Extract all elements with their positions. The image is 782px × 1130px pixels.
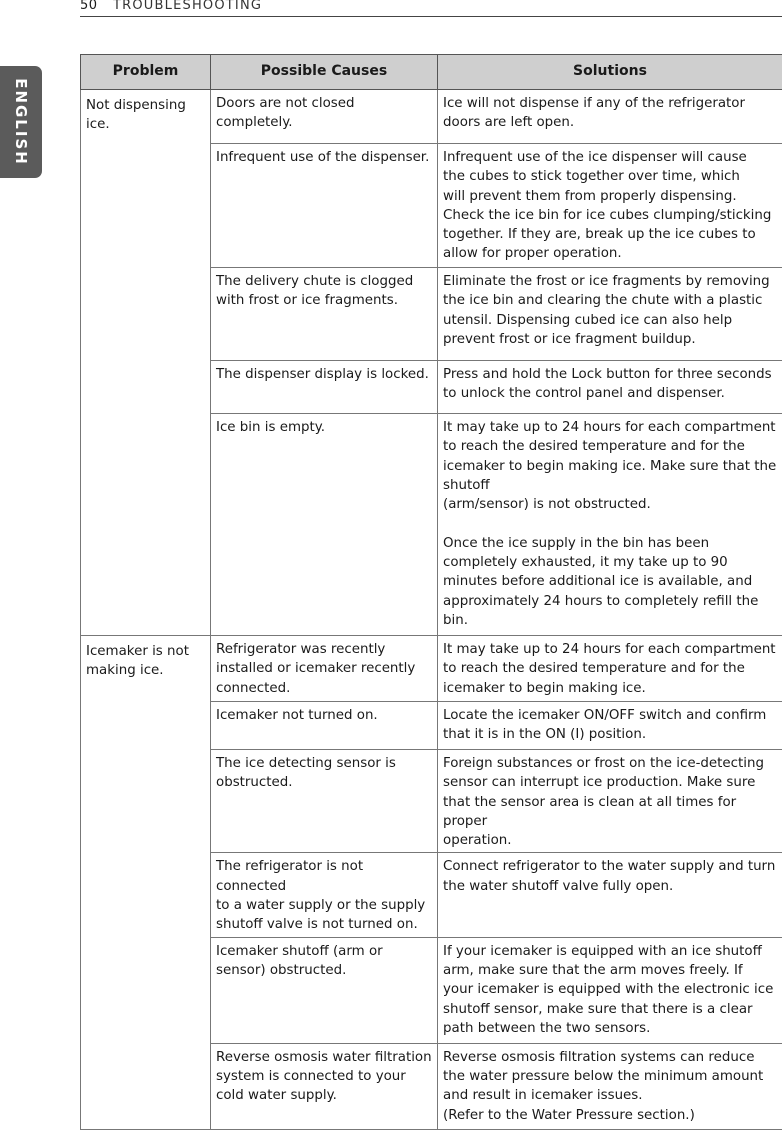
solution-cell: Locate the icemaker ON/OFF switch and confirm that it is in the ON (I) position. [438, 702, 782, 750]
cause-cell: Infrequent use of the dispenser. [211, 144, 438, 268]
cause-cell: The dispenser display is locked. [211, 361, 438, 414]
table-header-row [81, 55, 782, 90]
cause-cell: Ice bin is empty. [211, 414, 438, 636]
solution-cell: Reverse osmosis filtration systems can reduce the water pressure below the minimum amount and result in icemaker issues. (Refer to the Water Pressure section.) [438, 1043, 782, 1129]
cause-cell: Reverse osmosis water filtration system is connected to your cold water supply. [211, 1043, 438, 1129]
cause-cell: Icemaker not turned on. [211, 702, 438, 750]
cause-cell: Refrigerator was recently installed or icemaker recently connected. [211, 636, 438, 702]
solution-cell: Foreign substances or frost on the ice-detecting sensor can interrupt ice production. Make sure that the sensor area is clean at all times for proper operation. [438, 750, 782, 853]
solution-cell: If your icemaker is equipped with an ice shutoff arm, make sure that the arm moves freely. If your icemaker is equipped with the electronic ice shutoff sensor, make sure that there is a clear path between the two sensors. [438, 937, 782, 1043]
column-header-solutions: Solutions [438, 55, 782, 90]
solution-cell: Infrequent use of the ice dispenser will cause the cubes to stick together over time, which will prevent them from properly dispensing. Check the ice bin for ice cubes clumping/sticking together. If they are, break up the ice cubes to allow for proper operation. [438, 144, 782, 268]
page-number: 50 [80, 0, 98, 13]
solution-cell: It may take up to 24 hours for each compartment to reach the desired temperature and for the icemaker to begin making ice. [438, 636, 782, 702]
table-row [81, 636, 782, 702]
page-header [80, 0, 782, 17]
cause-cell: The refrigerator is not connected to a water supply or the supply shutoff valve is not turned on. [211, 853, 438, 937]
solution-cell: It may take up to 24 hours for each compartment to reach the desired temperature and for the icemaker to begin making ice. Make sure that the shutoff (arm/sensor) is not obstructed. Once the ice supply in the bin has been completely exhausted, it my take up to 90 minutes before additional ice is available, and approximately 24 hours to completely refill the bin. [438, 414, 782, 636]
table-row [81, 90, 782, 144]
cause-cell: Doors are not closed completely. [211, 90, 438, 144]
language-tab-label: ENGLISH [12, 78, 30, 166]
solution-cell: Press and hold the Lock button for three seconds to unlock the control panel and dispenser. [438, 361, 782, 414]
solution-cell: Eliminate the frost or ice fragments by removing the ice bin and clearing the chute with a plastic utensil. Dispensing cubed ice can also help prevent frost or ice fragment buildup. [438, 268, 782, 361]
column-header-causes: Possible Causes [211, 55, 438, 90]
solution-cell: Ice will not dispense if any of the refrigerator doors are left open. [438, 90, 782, 144]
cause-cell: The ice detecting sensor is obstructed. [211, 750, 438, 853]
section-title: TROUBLESHOOTING [113, 0, 262, 13]
column-header-problem: Problem [81, 55, 211, 90]
problem-cell: Not dispensing ice. [81, 90, 211, 636]
troubleshooting-table [80, 54, 782, 1130]
cause-cell: Icemaker shutoff (arm or sensor) obstructed. [211, 937, 438, 1043]
problem-cell: Icemaker is not making ice. [81, 636, 211, 1130]
cause-cell: The delivery chute is clogged with frost or ice fragments. [211, 268, 438, 361]
solution-cell: Connect refrigerator to the water supply and turn the water shutoff valve fully open. [438, 853, 782, 937]
language-tab [0, 66, 42, 178]
